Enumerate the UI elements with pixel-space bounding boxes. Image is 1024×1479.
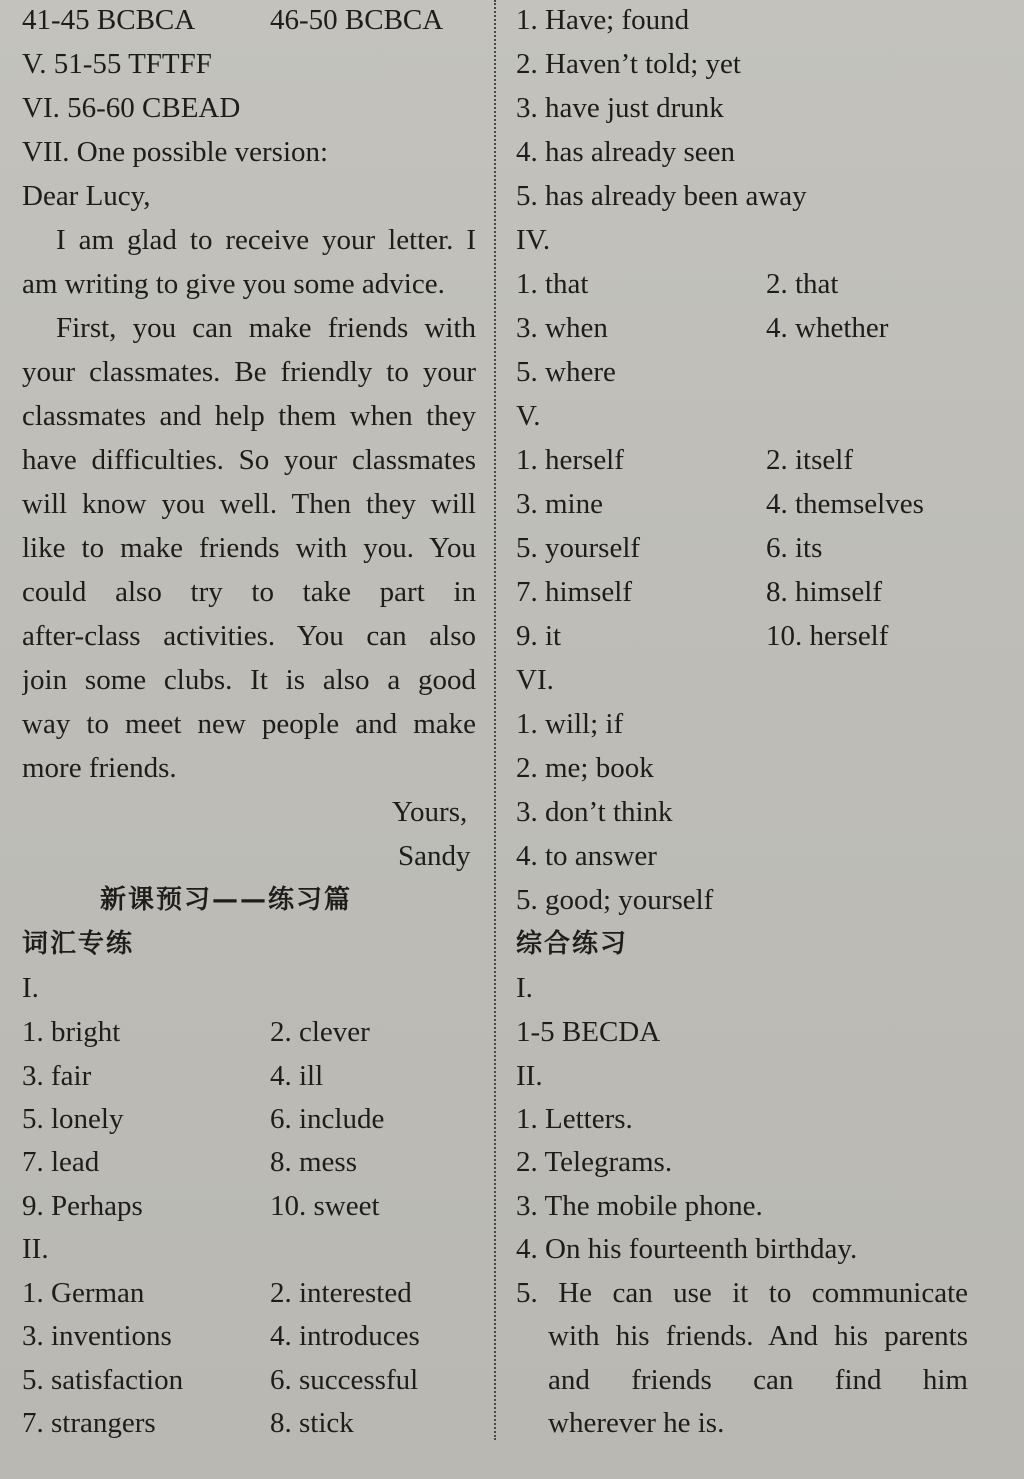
answer-line: 2. Telegrams.: [516, 1146, 673, 1178]
answer-row: [22, 1403, 354, 1447]
answer-line: 1. Have; found: [516, 4, 690, 36]
answer-item: 1. that: [516, 268, 589, 300]
letter-line: First, you can make friends with: [56, 312, 476, 344]
answer-item: 6. include: [270, 1103, 385, 1135]
answer-41-45: 41-45 BCBCA: [22, 4, 196, 36]
answer-row: [22, 1012, 370, 1056]
answer-row: [516, 572, 882, 616]
answer-line: and friends can find him: [548, 1364, 968, 1396]
section-title: 新课预习——练习篇: [100, 885, 353, 915]
letter-closing: Yours,: [392, 796, 468, 828]
answer-item: 2. interested: [270, 1277, 412, 1309]
answer-item: 2. itself: [766, 444, 853, 476]
part-label: VI.: [516, 664, 554, 696]
answer-item: 5. satisfaction: [22, 1364, 184, 1396]
answer-line: V. 51-55 TFTFF: [22, 48, 212, 80]
answer-item: 3. when: [516, 312, 608, 344]
letter-line: your classmates. Be friendly to your: [22, 356, 476, 388]
subsection-title: 综合练习: [516, 929, 629, 959]
answer-item: 2. clever: [270, 1016, 370, 1048]
answer-line: VI. 56-60 CBEAD: [22, 92, 241, 124]
answer-row: [22, 0, 444, 44]
answer-row: [516, 528, 823, 572]
answer-item: 5. lonely: [22, 1103, 124, 1135]
answer-row: [516, 616, 889, 660]
answer-item: 8. mess: [270, 1146, 357, 1178]
part-label: IV.: [516, 224, 551, 256]
letter-line: am writing to give you some advice.: [22, 268, 445, 300]
letter-line: join some clubs. It is also a good: [22, 664, 476, 696]
letter-line: have difficulties. So your classmates: [22, 444, 476, 476]
answer-item: 10. sweet: [270, 1190, 380, 1222]
letter-signature: Sandy: [398, 840, 471, 872]
answer-line: wherever he is.: [548, 1407, 725, 1439]
answer-item: 4. introduces: [270, 1320, 420, 1352]
answer-line: 5. has already been away: [516, 180, 807, 212]
column-divider: [494, 0, 496, 1440]
letter-line: could also try to take part in: [22, 576, 476, 608]
answer-item: 3. inventions: [22, 1320, 172, 1352]
answer-item: 7. himself: [516, 576, 632, 608]
letter-line: more friends.: [22, 752, 177, 784]
answer-line: 5. He can use it to communicate: [516, 1277, 968, 1309]
answer-row: [516, 264, 839, 308]
answer-46-50: 46-50 BCBCA: [270, 4, 444, 36]
answer-row: [22, 1142, 357, 1186]
part-label: I.: [22, 972, 39, 1004]
answer-item: 8. himself: [766, 576, 882, 608]
answer-item: 4. ill: [270, 1060, 324, 1092]
answer-row: [22, 1186, 380, 1230]
answer-item: 7. strangers: [22, 1407, 156, 1439]
answer-line: 1. will; if: [516, 708, 624, 740]
answer-line: 5. good; yourself: [516, 884, 714, 916]
answer-row: [22, 1360, 419, 1404]
part-label: V.: [516, 400, 541, 432]
answer-item: 1. herself: [516, 444, 624, 476]
answer-item: 10. herself: [766, 620, 889, 652]
answer-item: 3. fair: [22, 1060, 92, 1092]
answer-row: [22, 1316, 420, 1360]
answer-row: [516, 440, 853, 484]
section-heading: VII. One possible version:: [22, 136, 329, 168]
answer-item: 8. stick: [270, 1407, 354, 1439]
answer-line: 2. Haven’t told; yet: [516, 48, 741, 80]
letter-line: like to make friends with you. You: [22, 532, 476, 564]
answer-line: 4. has already seen: [516, 136, 736, 168]
answer-item: 4. themselves: [766, 488, 924, 520]
letter-line: after-class activities. You can also: [22, 620, 476, 652]
letter-line: way to meet new people and make: [22, 708, 476, 740]
part-label: II.: [22, 1233, 49, 1265]
part-label: II.: [516, 1060, 543, 1092]
answer-item: 3. mine: [516, 488, 603, 520]
answer-line: 1. Letters.: [516, 1103, 633, 1135]
answer-item: 5. where: [516, 356, 616, 388]
subsection-title: 词汇专练: [22, 929, 135, 959]
answer-item: 2. that: [766, 268, 839, 300]
letter-line: will know you well. Then they will: [22, 488, 476, 520]
answer-item: 6. its: [766, 532, 823, 564]
part-label: I.: [516, 972, 533, 1004]
answer-line: 1-5 BECDA: [516, 1016, 661, 1048]
answer-line: 3. have just drunk: [516, 92, 724, 124]
answer-row: [22, 1273, 412, 1317]
answer-row: [22, 1056, 324, 1100]
answer-item: 9. Perhaps: [22, 1190, 143, 1222]
answer-row: [516, 484, 924, 528]
answer-item: 6. successful: [270, 1364, 419, 1396]
answer-row: [516, 308, 889, 352]
answer-line: 4. to answer: [516, 840, 657, 872]
answer-line: 4. On his fourteenth birthday.: [516, 1233, 858, 1265]
answer-row: [22, 1099, 385, 1143]
letter-greeting: Dear Lucy,: [22, 180, 151, 212]
answer-item: 9. it: [516, 620, 562, 652]
letter-line: classmates and help them when they: [22, 400, 476, 432]
answer-line: 2. me; book: [516, 752, 654, 784]
answer-item: 7. lead: [22, 1146, 100, 1178]
answer-row: [516, 352, 616, 396]
answer-item: 1. German: [22, 1277, 145, 1309]
letter-line: I am glad to receive your letter. I: [56, 224, 476, 256]
answer-line: 3. don’t think: [516, 796, 673, 828]
answer-item: 4. whether: [766, 312, 889, 344]
answer-item: 1. bright: [22, 1016, 121, 1048]
answer-line: 3. The mobile phone.: [516, 1190, 763, 1222]
answer-item: 5. yourself: [516, 532, 641, 564]
answer-line: with his friends. And his parents: [548, 1320, 968, 1352]
